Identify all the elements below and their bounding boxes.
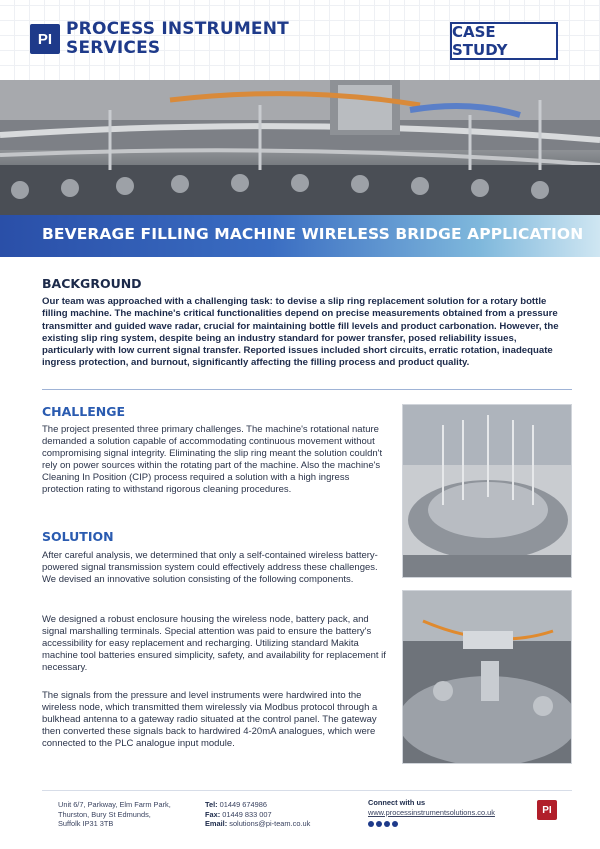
connect-heading: Connect with us <box>368 798 426 807</box>
page-header <box>0 0 600 80</box>
footer-contact <box>205 800 365 829</box>
solution-paragraph-3: The signals from the pressure and level instruments were hardwired into the wireless node, which transmitted them wirelessly via Modbus protocol through a bulkhead antenna to a gateway radio situated at the control panel. The gateway then converted these signals back to hardwired 4-20mA analogues, which were connected to the PLC analogue input module. <box>42 690 378 750</box>
solution-paragraph-1: After careful analysis, we determined that only a self-contained wireless battery-powered signal transmission system could effectively address these challenges. We devised an innovative solution consisting of the following components. <box>42 550 378 586</box>
instagram-icon[interactable] <box>384 821 390 827</box>
company-name <box>66 20 289 58</box>
address-line-1: Unit 6/7, Parkway, Elm Farm Park, <box>58 800 171 809</box>
hero-photo <box>0 80 600 220</box>
footer-connect <box>368 798 538 829</box>
fax-label: Fax: <box>205 809 221 819</box>
company-name-line1: PROCESS INSTRUMENT <box>66 19 289 39</box>
page-title: BEVERAGE FILLING MACHINE WIRELESS BRIDGE APPLICATION <box>42 225 584 243</box>
tel-label: Tel: <box>205 800 218 809</box>
tel-number[interactable]: 01449 674986 <box>219 800 267 809</box>
machine-photo-1 <box>402 404 572 578</box>
case-study-badge: CASE STUDY <box>450 22 558 60</box>
email-link[interactable]: solutions@pi-team.co.uk <box>229 819 311 828</box>
footer-logo: PI <box>537 800 557 820</box>
challenge-text: The project presented three primary challenges. The machine's rotational nature demanded a solution capable of accommodating continuous movement without compromising signal integrity. Eliminating the slip ring meant the solution couldn't rely on power sources within the rotating part of the machine. Also the machine's Cleaning In Position (CIP) process required a solution with a high ingress protection rating to withstand rigorous cleaning procedures. <box>42 424 383 496</box>
website-link[interactable]: www.processinstrumentsolutions.co.uk <box>368 807 495 817</box>
background-heading: BACKGROUND <box>42 276 142 291</box>
fax-number: 01449 833 007 <box>222 809 272 819</box>
youtube-icon[interactable] <box>392 821 398 827</box>
section-divider <box>42 389 572 390</box>
address-line-3: Suffolk IP31 3TB <box>58 819 114 828</box>
company-logo: PI <box>30 24 60 54</box>
challenge-heading: CHALLENGE <box>42 404 126 419</box>
footer-address <box>58 800 208 829</box>
company-name-line2: SERVICES <box>66 38 161 58</box>
solution-heading: SOLUTION <box>42 529 114 544</box>
machine-photo-2 <box>402 590 572 764</box>
email-label: Email: <box>205 819 228 828</box>
linkedin-icon[interactable] <box>368 821 374 827</box>
footer-divider <box>42 790 572 791</box>
facebook-icon[interactable] <box>376 821 382 827</box>
address-line-2: Thurston, Bury St Edmunds, <box>58 809 151 819</box>
title-banner <box>0 215 600 257</box>
background-text: Our team was approached with a challenging task: to devise a slip ring replacement solution for a rotary bottle filling machine. The machine's critical functionalities depend on precise measurements obtained from a pressure transmitter and guided wave radar, crucial for maintaining bottle fill levels and product carbonation. However, the existing slip ring system, despite being an industry standard for power transfer, posed reliability issues, particularly with low current signal transfer. Reported issues included short circuits, erratic rotation, inadequate ingress protection, and burnout, significantly affecting the filling process and product quality. <box>42 296 559 369</box>
solution-paragraph-2: We designed a robust enclosure housing the wireless node, battery pack, and signal marshalling terminals. Special attention was paid to ensure the battery's accessibility for easy replacement and recharging. Utilizing standard Makita machine tool batteries ensured simplicity, safety, and availability for replacement if necessary. <box>42 614 386 674</box>
